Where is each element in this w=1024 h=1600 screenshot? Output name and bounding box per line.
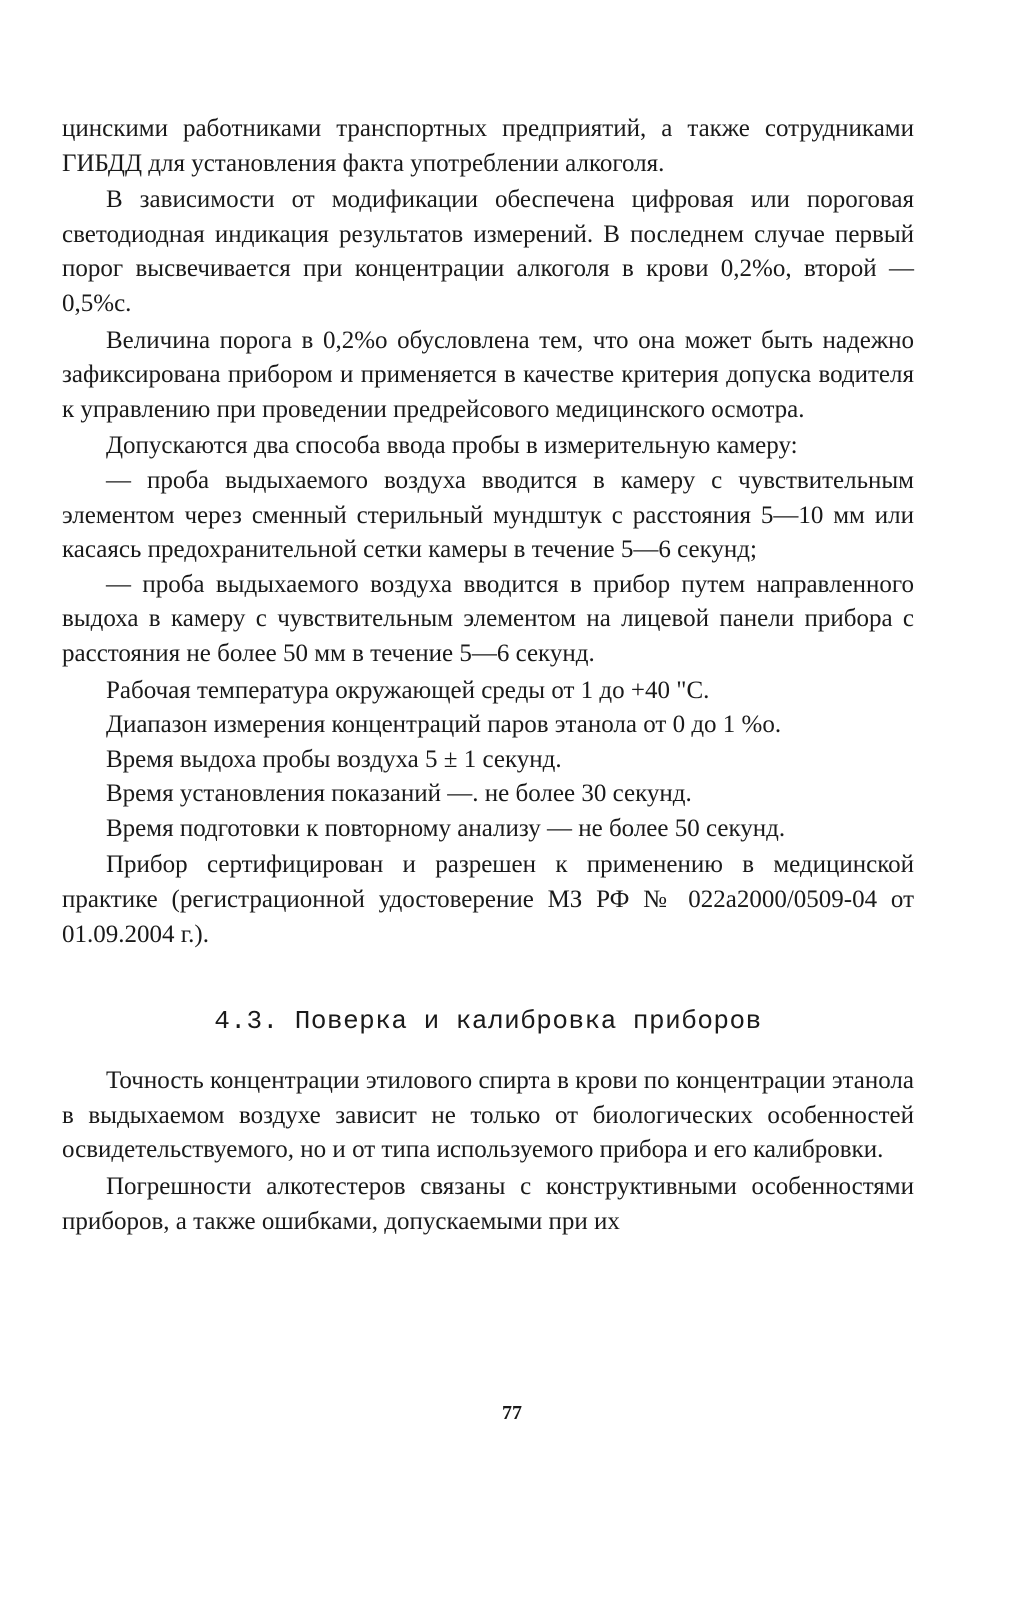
paragraph: Точность концентрации этилового спирта в крови по концентрации этанола в выдыхаемом воздухе зависит не только от биологических особенностей освидетельствуемого, но и от типа используемого прибора и его калибровки.: [62, 1067, 914, 1164]
page-body: [62, 112, 914, 1239]
list-item: — проба выдыхаемого воздуха вводится в камеру с чувствительным элементом через сменный стерильный мундштук с расстояния 5—10 мм или касаясь предохранительной сетки камеры в течение 5—6 секунд;: [62, 466, 914, 564]
paragraph: Величина порога в 0,2%о обусловлена тем, что она может быть надежно зафиксирована прибором и применяется в качестве критерия допуска водителя к управлению при проведении предрейсового медицинского осмотра.: [62, 326, 914, 423]
list-item: — проба выдыхаемого воздуха вводится в прибор путем направленного выдоха в камеру с чувствительным элементом на лицевой панели прибора с расстояния не более 50 мм в течение 5—6 секунд.: [62, 570, 914, 667]
spec-line: Рабочая температура окружающей среды от 1 до +40 "С.: [106, 676, 710, 704]
spec-line: Время выдоха пробы воздуха 5 ± 1 секунд.: [106, 745, 562, 773]
spec-line: Время установления показаний —. не более 30 секунд.: [106, 780, 692, 808]
section-heading: 4.3. Поверка и калибровка приборов: [214, 1006, 762, 1037]
paragraph: В зависимости от модификации обеспечена цифровая или пороговая светодиодная индикация результатов измерений. В последнем случае первый порог высвечивается при концентрации алкоголя в крови 0,2%о, второй — 0,5%с.: [62, 186, 914, 317]
paragraph: Прибор сертифицирован и разрешен к применению в медицинской практике (регистрационной удостоверение МЗ РФ № 022а2000/0509-04 от 01.09.2004 г.).: [62, 851, 914, 948]
spec-line: Диапазон измерения концентраций паров этанола от 0 до 1 %о.: [106, 711, 782, 739]
page-number: 77: [502, 1402, 522, 1424]
spec-line: Время подготовки к повторному анализу — не более 50 секунд.: [106, 814, 786, 842]
paragraph: Допускаются два способа ввода пробы в измерительную камеру:: [106, 432, 798, 460]
paragraph: цинскими работниками транспортных предприятий, а также сотрудниками ГИБДД для установления факта употреблении алкоголя.: [62, 115, 914, 177]
paragraph: Погрешности алкотестеров связаны с конструктивными особенностями приборов, а также ошибками, допускаемыми при их: [62, 1173, 914, 1235]
